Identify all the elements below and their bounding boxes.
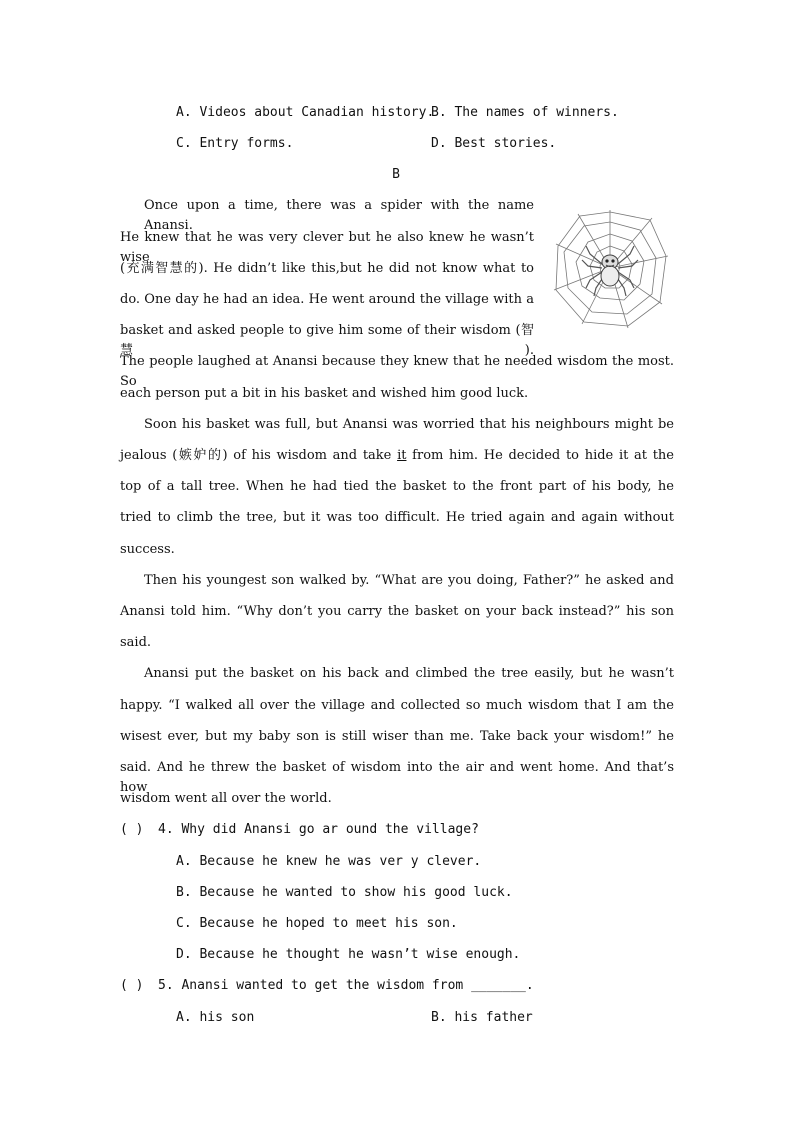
passage-p3-line3: said. [120, 635, 152, 650]
passage-p2-line3: top of a tall tree. When he had tied the basket to the front part of his body, he [120, 479, 674, 494]
passage-p1-line2: He knew that he was very clever but he also knew he wasn’t wise [120, 230, 534, 265]
prev-option-d: D. Best stories. [431, 136, 557, 151]
passage-p4-line2: happy. “I walked all over the village and collected so much wisdom that I am the [120, 698, 674, 713]
passage-p4-line5: wisdom went all over the world. [120, 791, 332, 806]
passage-p2-line1: Soon his basket was full, but Anansi was worried that his neighbours might be [144, 417, 674, 432]
question-5-option-a[interactable]: A. his son [176, 1010, 255, 1025]
passage-p2-line5: success. [120, 542, 175, 557]
passage-p4-line4: said. And he threw the basket of wisdom into the air and went home. And that’s how [120, 760, 674, 795]
question-4-stem: 4. Why did Anansi go ar ound the village? [158, 822, 479, 837]
prev-option-b: B. The names of winners. [431, 105, 619, 120]
question-4-option-a[interactable]: A. Because he knew he was ver y clever. [176, 854, 482, 869]
passage-p3-line1: Then his youngest son walked by. “What are you doing, Father?” he asked and [144, 573, 674, 588]
passage-p1-line6: The people laughed at Anansi because they knew that he needed wisdom the most. So [120, 354, 674, 389]
underlined-word-it: it [397, 448, 407, 463]
passage-p4-line1: Anansi put the basket on his back and climbed the tree easily, but he wasn’t [144, 666, 674, 681]
passage-p1-line4: do. One day he had an idea. He went around the village with a [120, 292, 534, 307]
section-label: B [392, 167, 400, 182]
passage-p2-line2-start: jealous (嫉妒的) of his wisdom and take [120, 448, 398, 463]
answer-bracket[interactable]: ( ) [120, 978, 144, 993]
passage-p1-line1: Once upon a time, there was a spider with the name Anansi. [144, 198, 534, 233]
passage-p2-line2-end: from him. He decided to hide it at the [406, 448, 674, 463]
prev-option-a: A. Videos about Canadian history. [176, 105, 435, 120]
answer-bracket[interactable]: ( ) [120, 822, 144, 837]
question-4-option-b[interactable]: B. Because he wanted to show his good luck. [176, 885, 513, 900]
passage-p4-line3: wisest ever, but my baby son is still wiser than me. Take back your wisdom!” he [120, 729, 674, 744]
passage-p1-line5: basket and asked people to give him some of their wisdom (智慧). [120, 323, 534, 358]
passage-p1-line7: each person put a bit in his basket and wished him good luck. [120, 386, 529, 401]
question-5-option-b[interactable]: B. his father [431, 1010, 533, 1025]
question-4-option-d[interactable]: D. Because he thought he wasn’t wise enough. [176, 947, 521, 962]
passage-p1-line3: (充满智慧的). He didn’t like this,but he did not know what to [120, 261, 534, 276]
passage-p2-line2 [120, 446, 674, 466]
spider-web-icon [552, 208, 670, 330]
question-4-option-c[interactable]: C. Because he hoped to meet his son. [176, 916, 458, 931]
passage-p3-line2: Anansi told him. “Why don’t you carry the basket on your back instead?” his son [120, 604, 674, 619]
passage-p2-line4: tried to climb the tree, but it was too difficult. He tried again and again without [120, 510, 674, 525]
prev-option-c: C. Entry forms. [176, 136, 294, 151]
question-5-stem: 5. Anansi wanted to get the wisdom from _______. [158, 978, 534, 993]
